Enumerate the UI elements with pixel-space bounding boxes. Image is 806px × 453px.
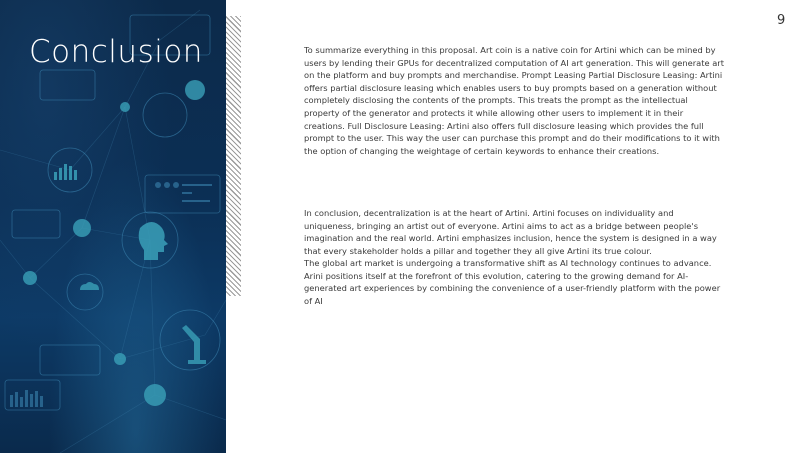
market-paragraph: The global art market is undergoing a transformative shift as AI technology continues to advance. Arini positions itself at the forefront of this evolution, catering to the growing demand for AI-generated art experiences by combining the convenience of a user-friendly platform with the power of AI: [304, 258, 721, 306]
background-image-panel: [0, 0, 226, 453]
summary-paragraph: To summarize everything in this proposal. Art coin is a native coin for Artini which can be mined by users by lending their GPUs for decentralized computation of AI art generation. This will generate art on the platform and buy prompts and merchandise. Prompt Leasing Partial Disclosure Leasing: Artini offers partial disclosure leasing which enables users to buy prompts based on a generation without completely disclosing the contents of the prompts. This treats the prompt as the intellectual property of the generator and protects it while allowing other users to implement it in their creations. Full Disclosure Leasing: Artini also offers full disclosure leasing which provides the full prompt to the user. This way the user can purchase this prompt and do their modifications to it with the option of changing the weightage of certain keywords to enhance their creations.: [304, 45, 724, 156]
conclusion-paragraph: In conclusion, decentralization is at the heart of Artini. Artini focuses on individuality and uniqueness, bringing an artist out of everyone. Artini aims to act as a bridge between people's imagination and the real world. Artini emphasizes inclusion, hence the system is designed in a way that every stakeholder holds a pillar and together they all give Artini its true colour.: [304, 208, 717, 256]
page-number: 9: [777, 13, 786, 28]
slide-title: Conclusion: [29, 34, 203, 70]
decorative-hatch-stripe: [226, 16, 241, 296]
